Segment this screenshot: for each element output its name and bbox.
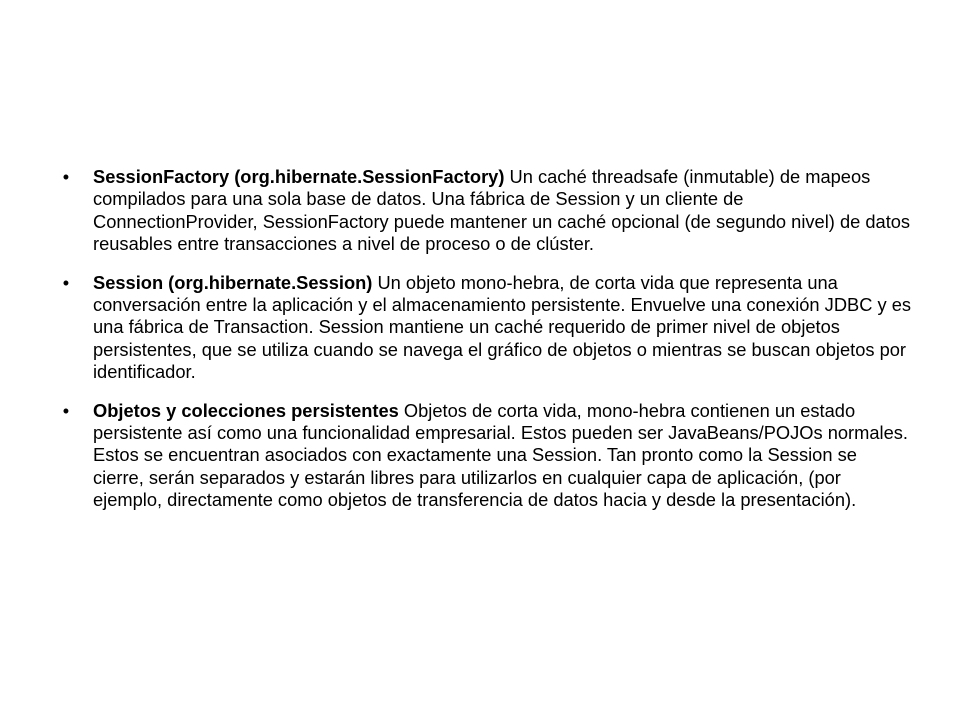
bullet-list	[60, 166, 912, 528]
bullet-description: Un objeto mono-hebra, de corta vida que representa una conversación entre la aplicación y el almacenamiento persistente. Envuelve una conexión JDBC y es una fábrica de Transaction. Session mantiene un caché requerido de primer nivel de objetos persistentes, que se utiliza cuando se navega el gráfico de objetos o mientras se buscan objetos por identificador.	[93, 271, 912, 383]
bullet-term: Session (org.hibernate.Session)	[93, 271, 373, 293]
bullet-dot-icon: •	[62, 399, 70, 421]
bullet-item-session-factory	[60, 166, 912, 256]
bullet-item-persistent-objects	[60, 400, 912, 512]
bullet-description: Objetos de corta vida, mono-hebra contienen un estado persistente así como una funcionalidad empresarial. Estos pueden ser JavaBeans/POJOs normales. Estos se encuentran asociados con exactamente una Session. Tan pronto como la Session se cierre, serán separados y estarán libres para utilizarlos en cualquier capa de aplicación, (por ejemplo, directamente como objetos de transferencia de datos hacia y desde la presentación).	[93, 399, 908, 511]
bullet-term: Objetos y colecciones persistentes	[93, 399, 399, 421]
bullet-item-session	[60, 272, 912, 384]
bullet-dot-icon: •	[62, 166, 70, 187]
bullet-term: SessionFactory (org.hibernate.SessionFactory)	[93, 166, 505, 187]
bullet-description: Un caché threadsafe (inmutable) de mapeos compilados para una sola base de datos. Una fábrica de Session y un cliente de ConnectionProvider, SessionFactory puede mantener un caché opcional (de segundo nivel) de datos reusables entre transacciones a nivel de proceso o de clúster.	[93, 166, 911, 255]
bullet-dot-icon: •	[62, 271, 70, 293]
